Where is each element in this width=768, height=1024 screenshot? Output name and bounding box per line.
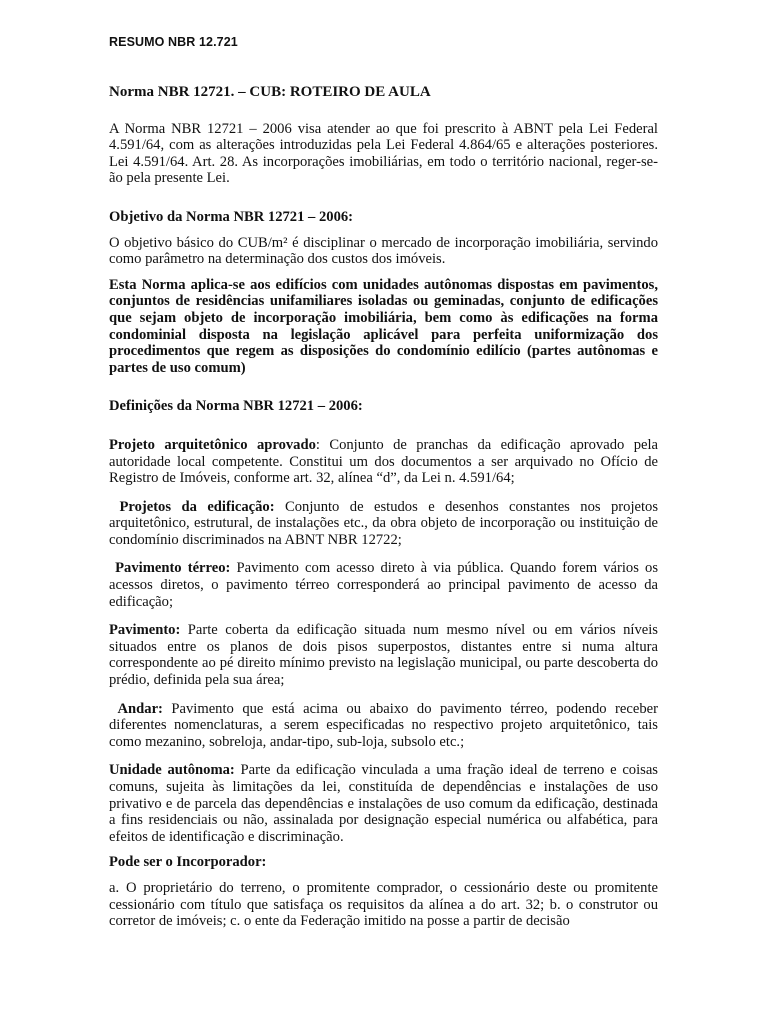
definition-text: Parte coberta da edificação situada num mesmo nível ou em vários níveis situados entre os planos de dois pisos superpostos, distantes entre si numa altura correspondente ao pé direito mínimo previsto na legislação municipal, ou parte descoberta do prédio, definida pela sua área; [109, 622, 658, 689]
definition-separator [180, 622, 187, 638]
definition-item [109, 437, 658, 487]
definition-text: Pavimento que está acima ou abaixo do pavimento térreo, podendo receber diferentes nomenclaturas, a serem especificadas no respectivo projeto arquitetônico, tais como mezanino, sobreloja, andar-tipo, sub-loja, subsolo etc.; [109, 700, 658, 750]
definition-term: Projetos da edificação: [119, 498, 275, 515]
definition-separator: : [315, 436, 330, 453]
definitions-heading: Definições da Norma NBR 12721 – 2006: [109, 398, 363, 415]
definition-text: Pavimento com acesso direto à via pública. Quando forem vários os acessos diretos, o pavimento térreo corresponderá ao principal pavimento de acesso da edificação; [109, 560, 658, 610]
definition-text: Conjunto de pranchas da edificação aprovado pela autoridade local competente. Constitui um dos documentos a ser arquivado no Ofício de Registro de Imóveis, conforme art. 32, alínea “d”, da Lei n. 4.591/64; [109, 436, 659, 487]
definition-term: Projeto arquitetônico aprovado [109, 436, 316, 453]
definition-separator [275, 499, 285, 515]
definition-item [109, 499, 658, 549]
definition-item [109, 701, 658, 751]
intro-paragraph: A Norma NBR 12721 – 2006 visa atender ao que foi prescrito à ABNT pela Lei Federal 4.591/64, com as alterações introduzidas pela Lei Federal 4.864/65 e alterações posteriores. Lei 4.591/64. Art. 28. As incorporações imobiliárias, em todo o território nacional, reger-se-ão pela presente Lei. [109, 120, 658, 187]
definition-item [109, 560, 658, 610]
objective-heading: Objetivo da Norma NBR 12721 – 2006: [109, 208, 354, 225]
definition-text: Conjunto de estudos e desenhos constantes nos projetos arquitetônico, estrutural, de instalações etc., da obra objeto de incorporação ou instituição de condomínio discriminados na ABNT NBR 12722; [109, 498, 659, 548]
definition-term: Unidade autônoma: [109, 762, 235, 779]
incorporator-heading: Pode ser o Incorporador: [109, 854, 267, 871]
objective-paragraph: O objetivo básico do CUB/m² é disciplinar o mercado de incorporação imobiliária, servindo como parâmetro na determinação dos custos dos imóveis. [109, 234, 658, 268]
page-header: RESUMO NBR 12.721 [109, 35, 238, 49]
definition-term: Andar: [117, 700, 163, 717]
document-body [109, 84, 658, 930]
scope-paragraph: Esta Norma aplica-se aos edifícios com unidades autônomas dispostas em pavimentos, conjuntos de residências unifamiliares isoladas ou geminadas, conjunto de edificações que sejam objeto de incorporação imobiliária, bem como às edificações na forma condominial disposta na legislação aplicável para perfeita uniformização dos procedimentos que regem as disposições do condomínio edilício (partes autônomas e partes de uso comum) [109, 276, 658, 376]
incorporator-paragraph: a. O proprietário do terreno, o promitente comprador, o cessionário deste ou promitente cessionário com título que satisfaça os requisitos da alínea a do art. 32; b. o construtor ou corretor de imóveis; c. o ente da Federação imitido na posse a partir de decisão [109, 879, 658, 930]
document-title: Norma NBR 12721. – CUB: ROTEIRO DE AULA [109, 84, 431, 100]
definition-text: Parte da edificação vinculada a uma fração ideal de terreno e coisas comuns, sujeita às limitações da lei, constituída de dependências e instalações de uso privativo e de parcela das dependências e instalações de uso comum da edificação, destinada a fins residenciais ou não, assinalada por designação especial numérica ou alfabética, para efeitos de identificação e discriminação. [109, 762, 658, 845]
definition-item [109, 622, 658, 688]
definition-item [109, 762, 658, 845]
definition-term: Pavimento: [109, 622, 181, 639]
definition-term: Pavimento térreo: [115, 560, 231, 577]
